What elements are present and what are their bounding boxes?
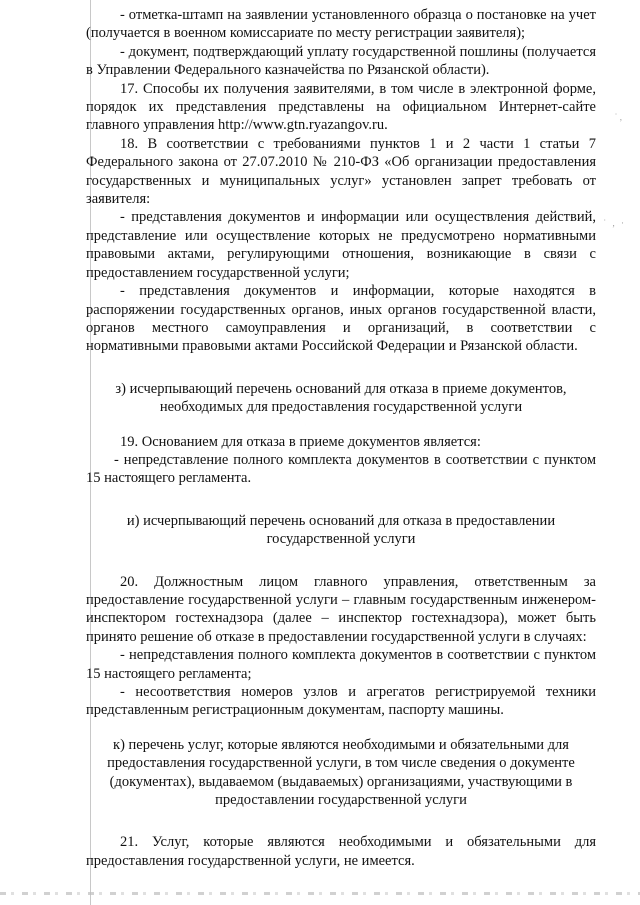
scan-specks: ˙ , [614,112,622,122]
spacer [86,809,596,833]
paragraph: 17. Способы их получения заявителями, в том числе в электронной форме, порядок их представления представлены на официальном Интернет-сайте главного управления http://www.gtn.ryazangov.ru. [86,80,596,134]
scan-edge-noise [0,892,640,895]
section-heading: з) исчерпывающий перечень оснований для отказа в приеме документов, необходимых для предоставления государственной услуги [115,380,567,416]
spacer [86,417,596,433]
paragraph: - несоответствия номеров узлов и агрегатов регистрируемой техники представленным регистрационным документам, паспорту машины. [86,684,596,719]
paragraph: 21. Услуг, которые являются необходимыми и обязательными для предоставления государственной услуги, не имеется. [86,834,596,869]
document-body [86,6,596,870]
paragraph: 20. Должностным лицом главного управления, ответственным за предоставление государственной услуги – главным государственным инженером-инспектором гостехнадзора (далее – инспектор гостехнадзора), может быть принято решение об отказе в предоставлении государственной услуги в случаях: [86,573,596,645]
paragraph: - документ, подтверждающий уплату государственной пошлины (получается в Управлении Федерального казначейства по Рязанской области). [86,43,596,79]
paragraph: - отметка-штамп на заявлении установленного образца о постановке на учет (получается в военном комиссариате по месту регистрации заявителя); [86,7,596,42]
paragraph: - непредставления полного комплекта документов в соответствии с пунктом 15 настоящего регламента; [86,647,596,682]
paragraph: - представления документов и информации или осуществления действий, представление или осуществление которых не предусмотрено нормативными правовыми актами, регулирующими отношения, возникающие в связи с предоставлением государственной услуги; [86,209,596,281]
paragraph: - представления документов и информации, которые находятся в распоряжении государственных органов, иных органов государственной власти, органов местного самоуправления и организаций, в соответствии с нормативными правовыми актами Российской Федерации и Рязанской области. [86,283,596,355]
section-heading: к) перечень услуг, которые являются необходимыми и обязательными для предоставления государственной услуги, в том числе сведения о документе (документах), выдаваемом (выдаваемых) организациями, участвующими в предоставлении государственной услуги [107,736,575,809]
spacer [86,549,596,573]
scan-specks: ˙ , · [603,218,626,228]
paragraph: 19. Основанием для отказа в приеме документов является: [120,433,481,450]
paragraph: - непредставление полного комплекта документов в соответствии с пунктом 15 настоящего регламента. [86,451,596,487]
paragraph: 18. В соответствии с требованиями пунктов 1 и 2 части 1 статьи 7 Федерального закона от 27.07.2010 № 210-ФЗ «Об организации предоставления государственных и муниципальных услуг» установлен запрет требовать от заявителя: [86,135,596,208]
section-heading: и) исчерпывающий перечень оснований для отказа в предоставлении государственной услуги [126,512,556,548]
spacer [86,720,596,736]
spacer [86,356,596,380]
spacer [86,488,596,512]
